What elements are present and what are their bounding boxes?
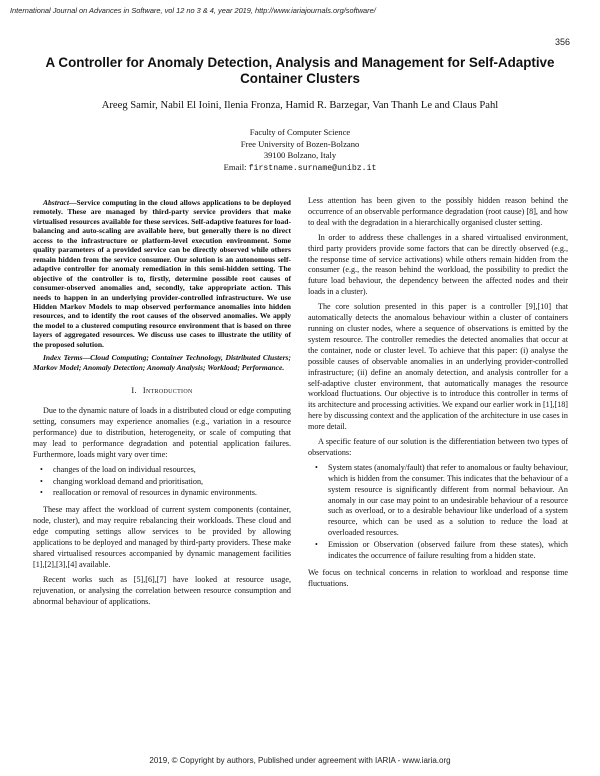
right-paragraph-4: A specific feature of our solution is the differentiation between two types of observations:	[308, 437, 568, 457]
observation-types-list	[308, 463, 568, 562]
list-item-text: reallocation or removal of resources in dynamic environments.	[53, 488, 257, 498]
index-terms-text: —Cloud Computing; Container Technology, Distributed Clusters; Markov Model; Anomaly Detection; Anomaly Analysis; Workload; Performance.	[33, 353, 291, 372]
list-item-text: changes of the load on individual resources,	[53, 464, 196, 474]
right-paragraph-3: The core solution presented in this paper is a controller [9],[10] that automatically detects the anomalous behaviour within a cluster of containers running on cluster nodes, where a sequence of observations is emitted by the system resource. The controller remedies the detected anomalies that occur at the container, node or cluster level. To achieve that this paper: (i) analyse the possible causes of observable anomalies in an underlying provider-controlled infrastructure; (ii) define an anomaly detection, and analysis controller for a self-adaptive cluster environment, that automatically manages the resource workload fluctuations. Our objective is to introduce this controller in terms of its architecture and processing activities. We expand our earlier work in [1],[18] here by discussing context and the application of the architecture in use cases in more detail.	[308, 302, 568, 432]
bullet-icon: •	[40, 488, 43, 498]
section-heading-introduction	[33, 386, 291, 397]
left-column	[33, 198, 291, 611]
email-address: firstname.surname@unibz.it	[248, 163, 377, 173]
right-paragraph-2: In order to address these challenges in a shared virtualised environment, third party providers provide some factors that can be directly observed (e.g., the response time of service activations) while others remain hidden from the consumer (e.g., the reason behind the workload, the possibility to predict the future load behaviour, the dependency between the affected nodes and their loads in a cluster).	[308, 232, 568, 297]
copyright-footer: 2019, © Copyright by authors, Published under agreement with IARIA - www.iaria.org	[149, 756, 451, 765]
index-terms-lead: Index Terms	[43, 353, 83, 363]
abstract-lead: Abstract	[43, 198, 69, 207]
affiliation-faculty: Faculty of Computer Science	[249, 127, 351, 137]
right-paragraph-5: We focus on technical concerns in relation to workload and response time fluctuations.	[308, 568, 568, 588]
right-column	[308, 196, 568, 594]
section-number: I.	[131, 386, 137, 396]
intro-paragraph-2: These may affect the workload of current system components (container, node, cluster), and may require rebalancing their workloads. These cloud and edge computing settings allow services to be provided by allowing applications to be deployed and managed by third-party providers. These make shared virtualised resources accompanied by dynamic management facilities [1],[2],[3],[4] available.	[33, 505, 291, 569]
affiliation-university: Free University of Bozen-Bolzano	[240, 138, 360, 149]
page-number: 356	[554, 37, 570, 47]
bullet-icon: •	[40, 476, 43, 486]
affiliation-address: 39100 Bolzano, Italy	[263, 150, 337, 161]
right-paragraph-1: Less attention has been given to the possibly hidden reason behind the occurrence of an observable performance degradation (root cause) [8], and how to deal with the degradation in a hierarchically organised cluster setting.	[308, 196, 568, 227]
load-variation-list	[33, 465, 291, 500]
paper-title	[40, 55, 560, 87]
index-terms	[33, 353, 291, 372]
bullet-icon: •	[40, 464, 43, 474]
affiliation-email	[140, 162, 460, 175]
bullet-icon: •	[315, 540, 318, 550]
list-item	[315, 462, 568, 539]
author-list: Areeg Samir, Nabil El Ioini, Ilenia Fronza, Hamid R. Barzegar, Van Thanh Le and Claus Pahl	[101, 100, 499, 111]
title-line-1: A Controller for Anomaly Detection, Analysis and Management for Self-Adaptive	[45, 55, 555, 70]
email-label: Email:	[223, 161, 247, 172]
list-item	[40, 476, 291, 488]
list-item	[40, 488, 291, 499]
title-line-2: Container Clusters	[240, 71, 360, 86]
list-item	[40, 464, 291, 476]
section-title: Introduction	[142, 386, 193, 396]
abstract	[33, 198, 291, 349]
bullet-icon: •	[315, 462, 318, 472]
affiliation-block	[140, 127, 460, 174]
intro-paragraph-3: Recent works such as [5],[6],[7] have looked at resource usage, rejuvenation, or analysing the correlation between resource consumption and abnormal behaviour of applications.	[33, 574, 291, 606]
intro-paragraph-1: Due to the dynamic nature of loads in a distributed cloud or edge computing setting, consumers may experience anomalies (e.g., variation in a resource performance) due to distribution, heterogeneity, or scale of computing that may lead to performance degradation and potential application failures. Furthermore, loads might vary over time:	[33, 406, 291, 459]
list-item-text: Emission or Observation (observed failure from these states), which indicates the occurrence of failure resulting from a hidden state.	[328, 540, 568, 561]
list-item-text: changing workload demand and prioritisation,	[53, 476, 204, 486]
list-item-text: System states (anomaly/fault) that refer to anomalous or faulty behaviour, which is hidden from the consumer. This indicates that the behaviour of a system resource is significantly different from normal behaviour. An anomaly in our case may point to an undesirable behaviour of a resource such as overload, or to a desirable behaviour like underload of a system resource, which can be used as a solution to reduce the load at overloaded resources.	[328, 462, 568, 538]
abstract-text: —Service computing in the cloud allows applications to be deployed remotely. These are managed by third-party service providers that make virtualised resources available for these services. Self-adaptive features for load-balancing and auto-scaling are available here, but generally there is no direct access to the infrastructure or platform-level execution environment. Some quality parameters of a provided service can be directly observed while others remain hidden from the service consumer. Our solution is an autonomous self-adaptive controller for anomaly remediation in this semi-hidden setting. The objective of the controller is to, firstly, determine possible root causes of consumer-observed anomalies and, secondly, take appropriate action. This needs to happen in an underlying provider-controlled infrastructure. We use Hidden Markov Models to map observed performance anomalies into hidden resources, and to identify the root causes of the observed anomalies. We apply the model to a clustered computing resource environment that is based on three layers of aggregated resources. We discuss use cases to illustrate the utility of the proposed solution.	[33, 198, 291, 349]
journal-header: International Journal on Advances in Software, vol 12 no 3 & 4, year 2019, http://www.iariajournals.org/software/	[10, 6, 376, 15]
list-item	[315, 540, 568, 562]
